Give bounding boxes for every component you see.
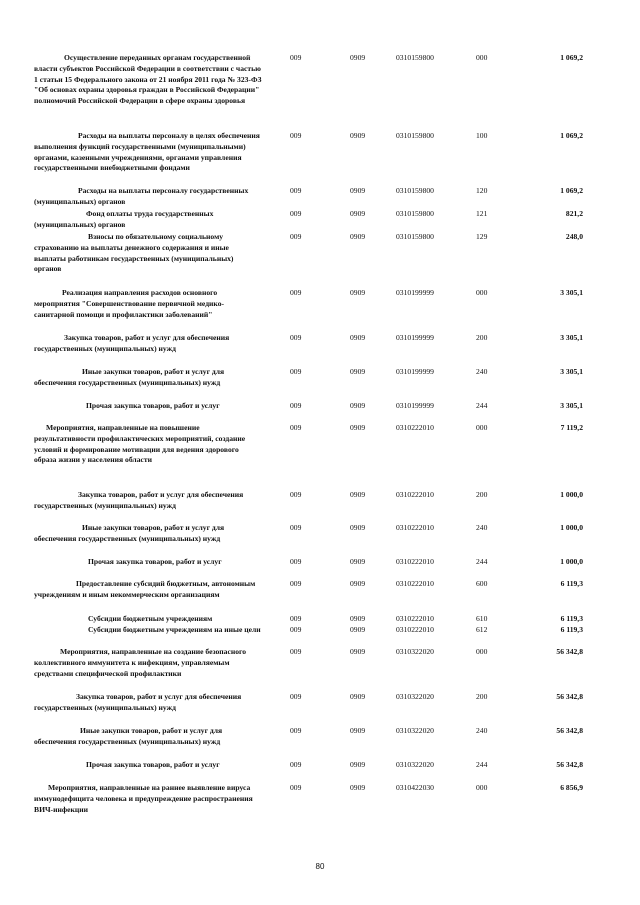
row-section: 0909: [350, 53, 366, 62]
row-gr: 009: [290, 625, 302, 634]
row-section: 0909: [350, 625, 366, 634]
row-description: Фонд оплаты труда государственных (муниципальных) органов: [34, 209, 214, 229]
row-target-article: 0310222010: [396, 614, 434, 623]
row-gr: 009: [290, 288, 302, 297]
row-description: Иные закупки товаров, работ и услуг для обеспечения государственных (муниципальных) нужд: [34, 367, 225, 387]
row-target-article: 0310222010: [396, 490, 434, 499]
page-number: 80: [315, 862, 325, 871]
row-gr: 009: [290, 490, 302, 499]
row-expense-type: 244: [476, 557, 488, 566]
row-section: 0909: [350, 333, 366, 342]
row-gr: 009: [290, 232, 302, 241]
row-amount: 6 119,3: [560, 614, 583, 623]
row-section: 0909: [350, 367, 366, 376]
row-expense-type: 120: [476, 186, 488, 195]
row-amount: 56 342,8: [556, 760, 583, 769]
row-expense-type: 244: [476, 760, 488, 769]
row-section: 0909: [350, 523, 366, 532]
row-gr: 009: [290, 692, 302, 701]
row-section: 0909: [350, 783, 366, 792]
row-description: Прочая закупка товаров, работ и услуг: [88, 557, 222, 566]
row-amount: 56 342,8: [556, 692, 583, 701]
row-gr: 009: [290, 647, 302, 656]
row-amount: 3 305,1: [560, 288, 583, 297]
row-gr: 009: [290, 579, 302, 588]
row-target-article: 0310222010: [396, 423, 434, 432]
row-gr: 009: [290, 53, 302, 62]
row-expense-type: 121: [476, 209, 488, 218]
row-description: Закупка товаров, работ и услуг для обеспечения государственных (муниципальных) нужд: [34, 692, 242, 712]
row-amount: 7 119,2: [560, 423, 583, 432]
row-target-article: 0310322020: [396, 692, 434, 701]
row-amount: 1 000,0: [560, 490, 583, 499]
row-amount: 821,2: [565, 209, 583, 218]
row-target-article: 0310222010: [396, 625, 434, 634]
row-section: 0909: [350, 288, 366, 297]
row-target-article: 0310222010: [396, 579, 434, 588]
row-target-article: 0310159800: [396, 209, 434, 218]
row-expense-type: 200: [476, 333, 488, 342]
row-gr: 009: [290, 726, 302, 735]
row-section: 0909: [350, 401, 366, 410]
row-amount: 6 119,3: [560, 625, 583, 634]
row-amount: 1 000,0: [560, 523, 583, 532]
row-expense-type: 240: [476, 726, 488, 735]
row-section: 0909: [350, 692, 366, 701]
row-expense-type: 100: [476, 131, 488, 140]
row-expense-type: 000: [476, 647, 488, 656]
row-amount: 3 305,1: [560, 401, 583, 410]
row-target-article: 0310222010: [396, 523, 434, 532]
row-gr: 009: [290, 131, 302, 140]
row-section: 0909: [350, 423, 366, 432]
row-gr: 009: [290, 423, 302, 432]
row-gr: 009: [290, 523, 302, 532]
row-gr: 009: [290, 186, 302, 195]
row-description: Иные закупки товаров, работ и услуг для обеспечения государственных (муниципальных) нужд: [34, 523, 225, 543]
row-target-article: 0310199999: [396, 367, 434, 376]
row-section: 0909: [350, 726, 366, 735]
row-expense-type: 200: [476, 692, 488, 701]
row-expense-type: 000: [476, 288, 488, 297]
row-description: Расходы на выплаты персоналу в целях обеспечения выполнения функций государственными (муниципальными) органами, казенными учреждениями, органами управления государственными внебюджетными фондами: [34, 131, 260, 173]
row-expense-type: 244: [476, 401, 488, 410]
row-description: Иные закупки товаров, работ и услуг для обеспечения государственных (муниципальных) нужд: [34, 726, 223, 746]
row-description: Субсидии бюджетным учреждениям на иные цели: [88, 625, 261, 634]
row-description: Мероприятия, направленные на создание безопасного коллективного иммунитета к инфекциям, управляемым средствами специфической профилактики: [34, 647, 247, 678]
row-description: Взносы по обязательному социальному страхованию на выплаты денежного содержания и иные выплаты работникам государственных (муниципальных) органов: [34, 232, 234, 274]
row-description: Мероприятия, направленные на повышение результативности профилактических мероприятий, создание условий и формирование мотивации для ведения здорового образа жизни у населения области: [34, 423, 246, 465]
row-gr: 009: [290, 209, 302, 218]
row-amount: 3 305,1: [560, 367, 583, 376]
row-description: Расходы на выплаты персоналу государственных (муниципальных) органов: [34, 186, 249, 206]
row-amount: 1 069,2: [560, 186, 583, 195]
row-target-article: 0310159800: [396, 53, 434, 62]
row-target-article: 0310222010: [396, 557, 434, 566]
row-section: 0909: [350, 557, 366, 566]
row-gr: 009: [290, 401, 302, 410]
row-amount: 3 305,1: [560, 333, 583, 342]
row-gr: 009: [290, 333, 302, 342]
row-expense-type: 000: [476, 423, 488, 432]
row-target-article: 0310322020: [396, 647, 434, 656]
row-expense-type: 200: [476, 490, 488, 499]
row-expense-type: 610: [476, 614, 488, 623]
row-amount: 1 069,2: [560, 53, 583, 62]
row-target-article: 0310199999: [396, 288, 434, 297]
row-description: Предоставление субсидий бюджетным, автономным учреждениям и иным некоммерческим организациям: [34, 579, 256, 599]
row-expense-type: 000: [476, 53, 488, 62]
row-section: 0909: [350, 579, 366, 588]
row-target-article: 0310159800: [396, 131, 434, 140]
row-gr: 009: [290, 367, 302, 376]
row-description: Прочая закупка товаров, работ и услуг: [86, 760, 220, 769]
row-expense-type: 600: [476, 579, 488, 588]
row-expense-type: 129: [476, 232, 488, 241]
row-target-article: 0310422030: [396, 783, 434, 792]
row-amount: 56 342,8: [556, 647, 583, 656]
row-description: Закупка товаров, работ и услуг для обеспечения государственных (муниципальных) нужд: [34, 333, 230, 353]
row-target-article: 0310199999: [396, 333, 434, 342]
row-amount: 1 000,0: [560, 557, 583, 566]
row-description: Осуществление переданных органам государственной власти субъектов Российской Федерации в соответствии с частью 1 статьи 15 Федерального закона от 21 ноября 2011 года № 323-ФЗ "Об основах охраны здоровья граждан в Российской Федерации" полномочий Российской Федерации в сфере охраны здоровья: [34, 53, 262, 106]
row-gr: 009: [290, 783, 302, 792]
row-gr: 009: [290, 557, 302, 566]
row-section: 0909: [350, 490, 366, 499]
row-description: Субсидии бюджетным учреждениям: [88, 614, 213, 623]
row-description: Реализация направления расходов основного мероприятия "Совершенствование первичной медико-санитарной помощи и профилактики заболеваний": [34, 288, 225, 319]
row-section: 0909: [350, 186, 366, 195]
row-target-article: 0310159800: [396, 232, 434, 241]
row-description: Мероприятия, направленные на раннее выявление вируса иммунодефицита человека и предупреждение распространения ВИЧ-инфекции: [34, 783, 253, 814]
row-target-article: 0310159800: [396, 186, 434, 195]
row-amount: 248,0: [565, 232, 583, 241]
row-expense-type: 240: [476, 367, 488, 376]
row-amount: 6 119,3: [560, 579, 583, 588]
row-amount: 1 069,2: [560, 131, 583, 140]
row-target-article: 0310322020: [396, 726, 434, 735]
row-section: 0909: [350, 647, 366, 656]
row-description: Прочая закупка товаров, работ и услуг: [86, 401, 220, 410]
row-amount: 6 856,9: [560, 783, 583, 792]
row-section: 0909: [350, 131, 366, 140]
row-description: Закупка товаров, работ и услуг для обеспечения государственных (муниципальных) нужд: [34, 490, 244, 510]
row-section: 0909: [350, 209, 366, 218]
row-expense-type: 000: [476, 783, 488, 792]
row-gr: 009: [290, 614, 302, 623]
row-section: 0909: [350, 760, 366, 769]
row-target-article: 0310199999: [396, 401, 434, 410]
row-section: 0909: [350, 614, 366, 623]
row-gr: 009: [290, 760, 302, 769]
row-expense-type: 612: [476, 625, 488, 634]
row-amount: 56 342,8: [556, 726, 583, 735]
row-expense-type: 240: [476, 523, 488, 532]
row-target-article: 0310322020: [396, 760, 434, 769]
row-section: 0909: [350, 232, 366, 241]
